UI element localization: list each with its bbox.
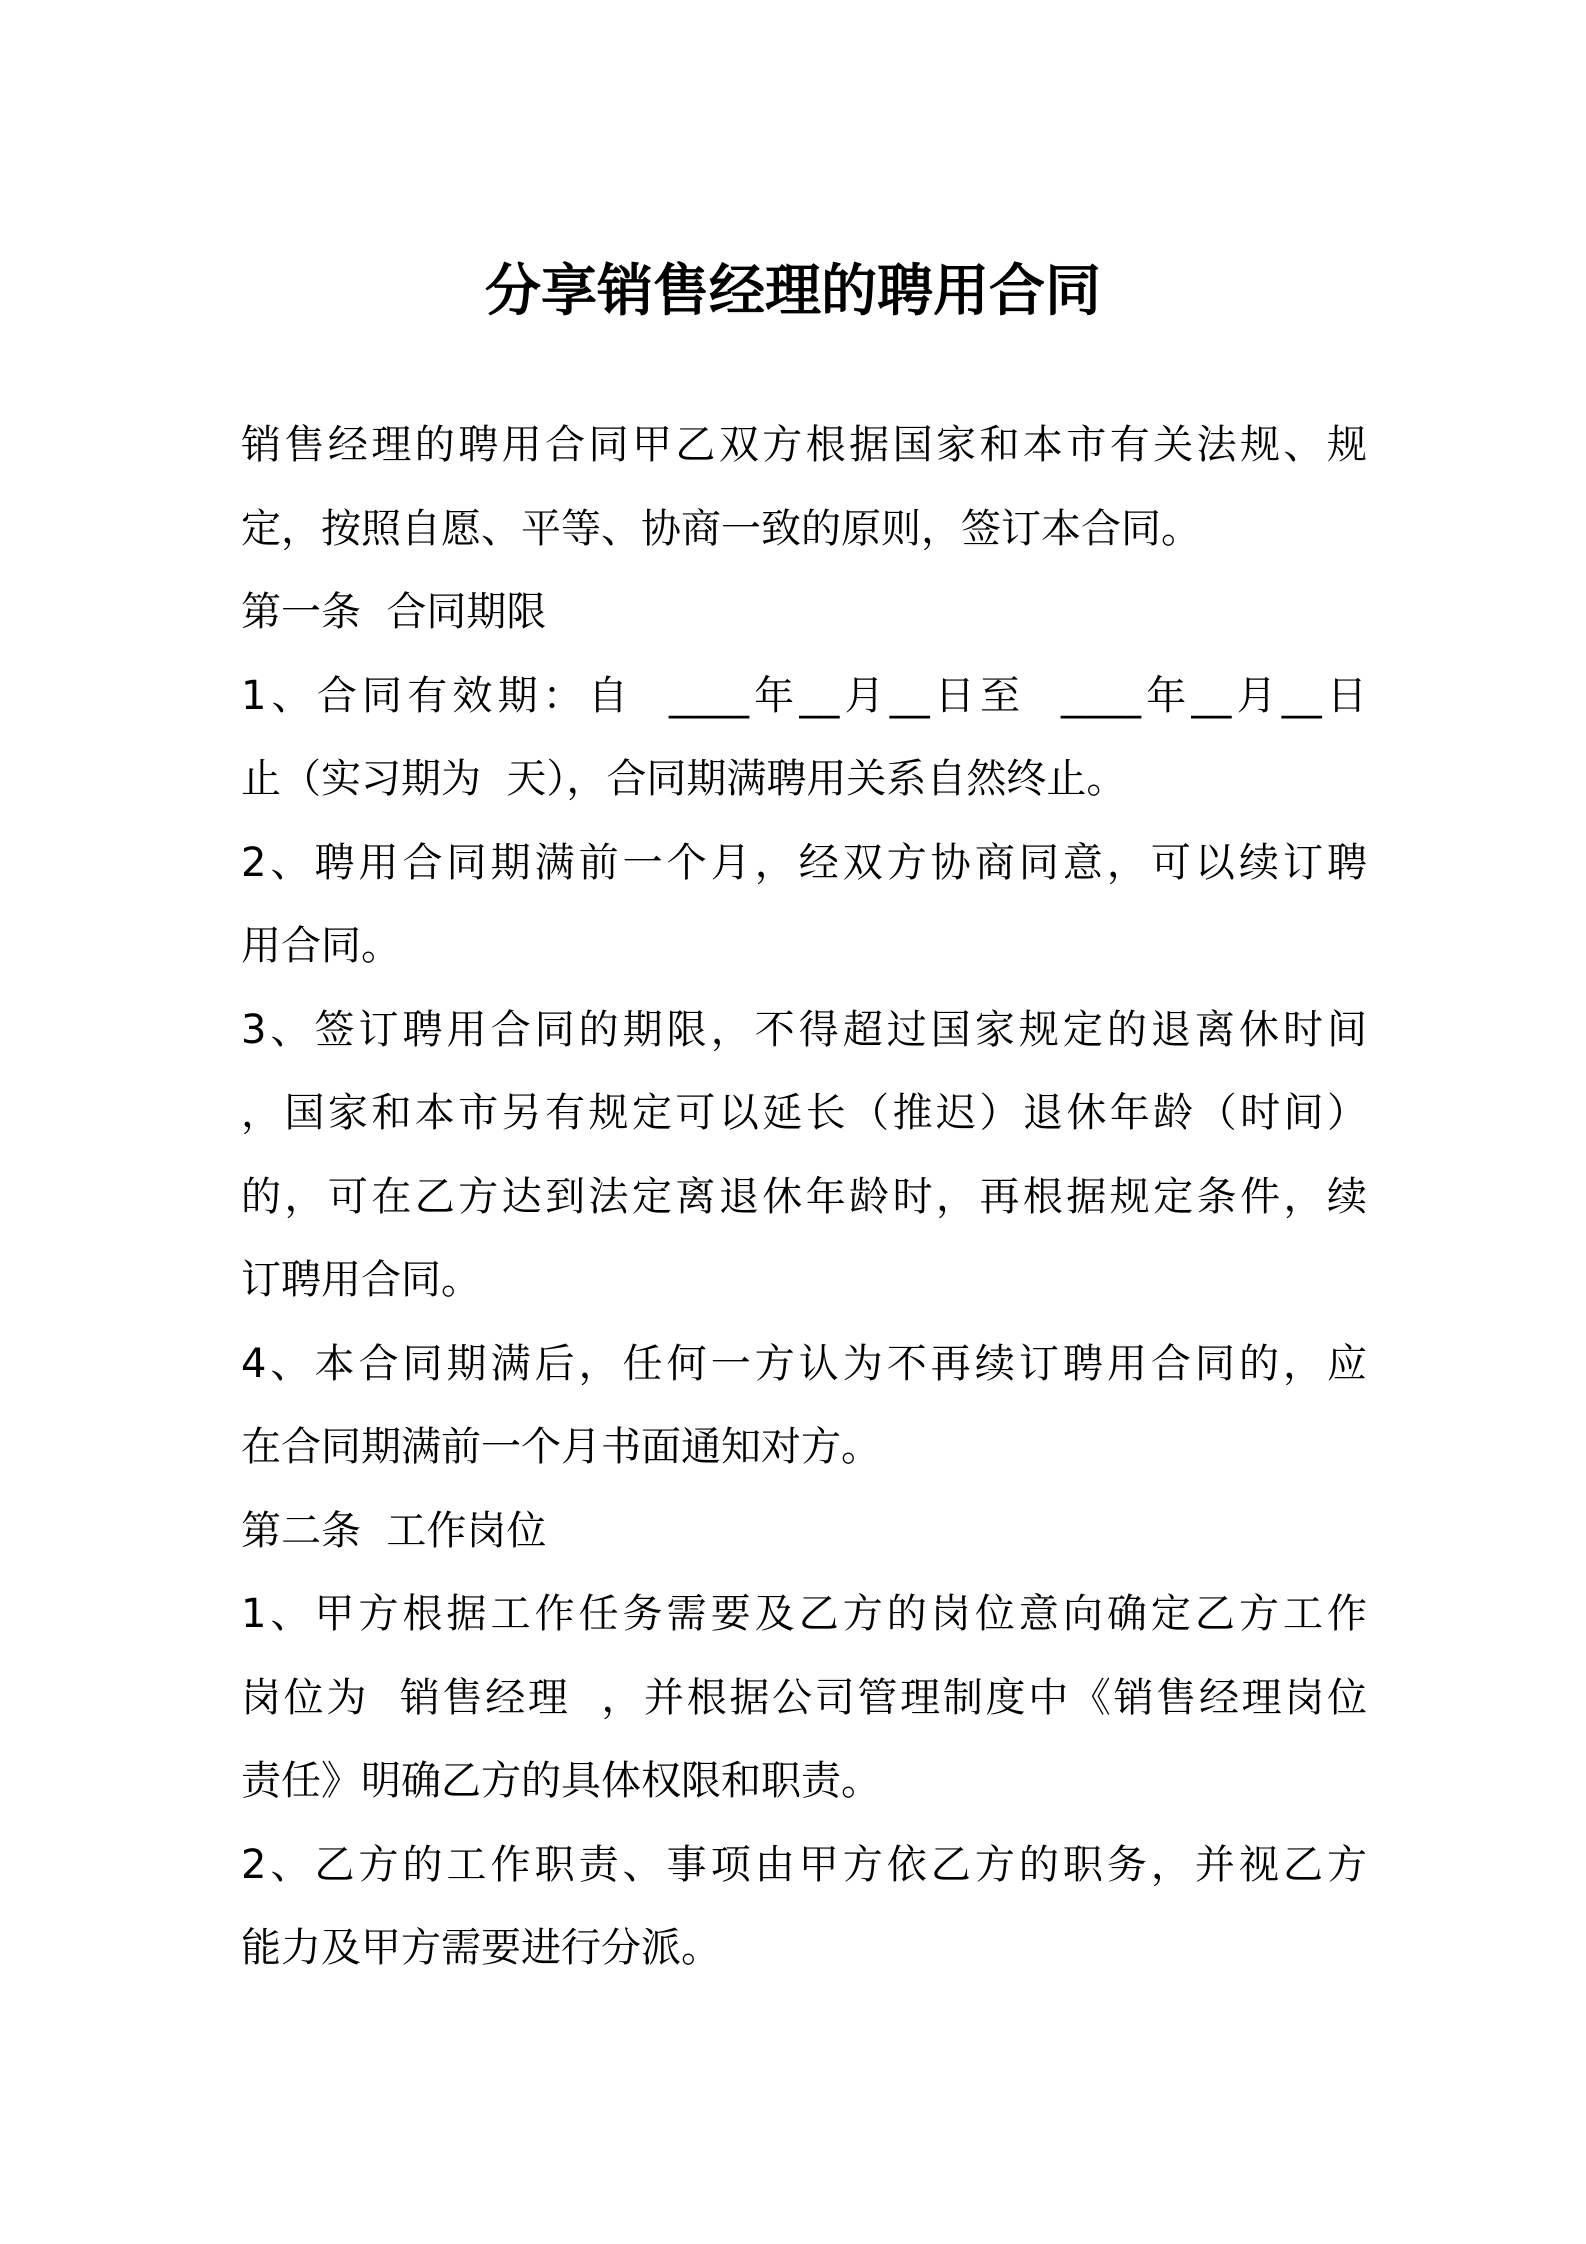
text-line: 3、签订聘用合同的期限，不得超过国家规定的退离休时间 [241, 1006, 1367, 1053]
text-line: 1、甲方根据工作任务需要及乙方的岗位意向确定乙方工作 [241, 1591, 1367, 1637]
text-line: 能力及甲方需要进行分派。 [241, 1925, 721, 1971]
document-title: 分享销售经理的聘用合同 [485, 259, 1101, 324]
text-line: ，国家和本市另有规定可以延长（推迟）退休年龄（时间） [241, 1090, 1367, 1136]
text-line: 责任》明确乙方的具体权限和职责。 [241, 1758, 881, 1804]
section-heading: 第一条 合同期限 [241, 589, 547, 635]
text-line: 岗位为 销售经理 ，并根据公司管理制度中《销售经理岗位 [241, 1674, 1367, 1721]
text-line: 用合同。 [241, 923, 401, 969]
text-line: 止（实习期为 天），合同期满聘用关系自然终止。 [241, 756, 1127, 802]
text-line: 定，按照自愿、平等、协商一致的原则，签订本合同。 [241, 505, 1201, 552]
document-body [241, 404, 1367, 1991]
text-line: 2、乙方的工作职责、事项由甲方依乙方的职务，并视乙方 [241, 1841, 1367, 1888]
text-line: 2、聘用合同期满前一个月，经双方协商同意，可以续订聘 [241, 839, 1367, 886]
text-line: 销售经理的聘用合同甲乙双方根据国家和本市有关法规、规 [241, 422, 1367, 468]
section-heading: 第二条 工作岗位 [241, 1507, 547, 1554]
text-line: 1、合同有效期：自 ____年__月__日至 ____年__月__日 [241, 672, 1367, 719]
text-line: 订聘用合同。 [241, 1257, 481, 1303]
text-line: 4、本合同期满后，任何一方认为不再续订聘用合同的，应 [241, 1340, 1367, 1387]
text-line: 的，可在乙方达到法定离退休年龄时，再根据规定条件，续 [241, 1173, 1367, 1220]
text-line: 在合同期满前一个月书面通知对方。 [241, 1424, 881, 1470]
